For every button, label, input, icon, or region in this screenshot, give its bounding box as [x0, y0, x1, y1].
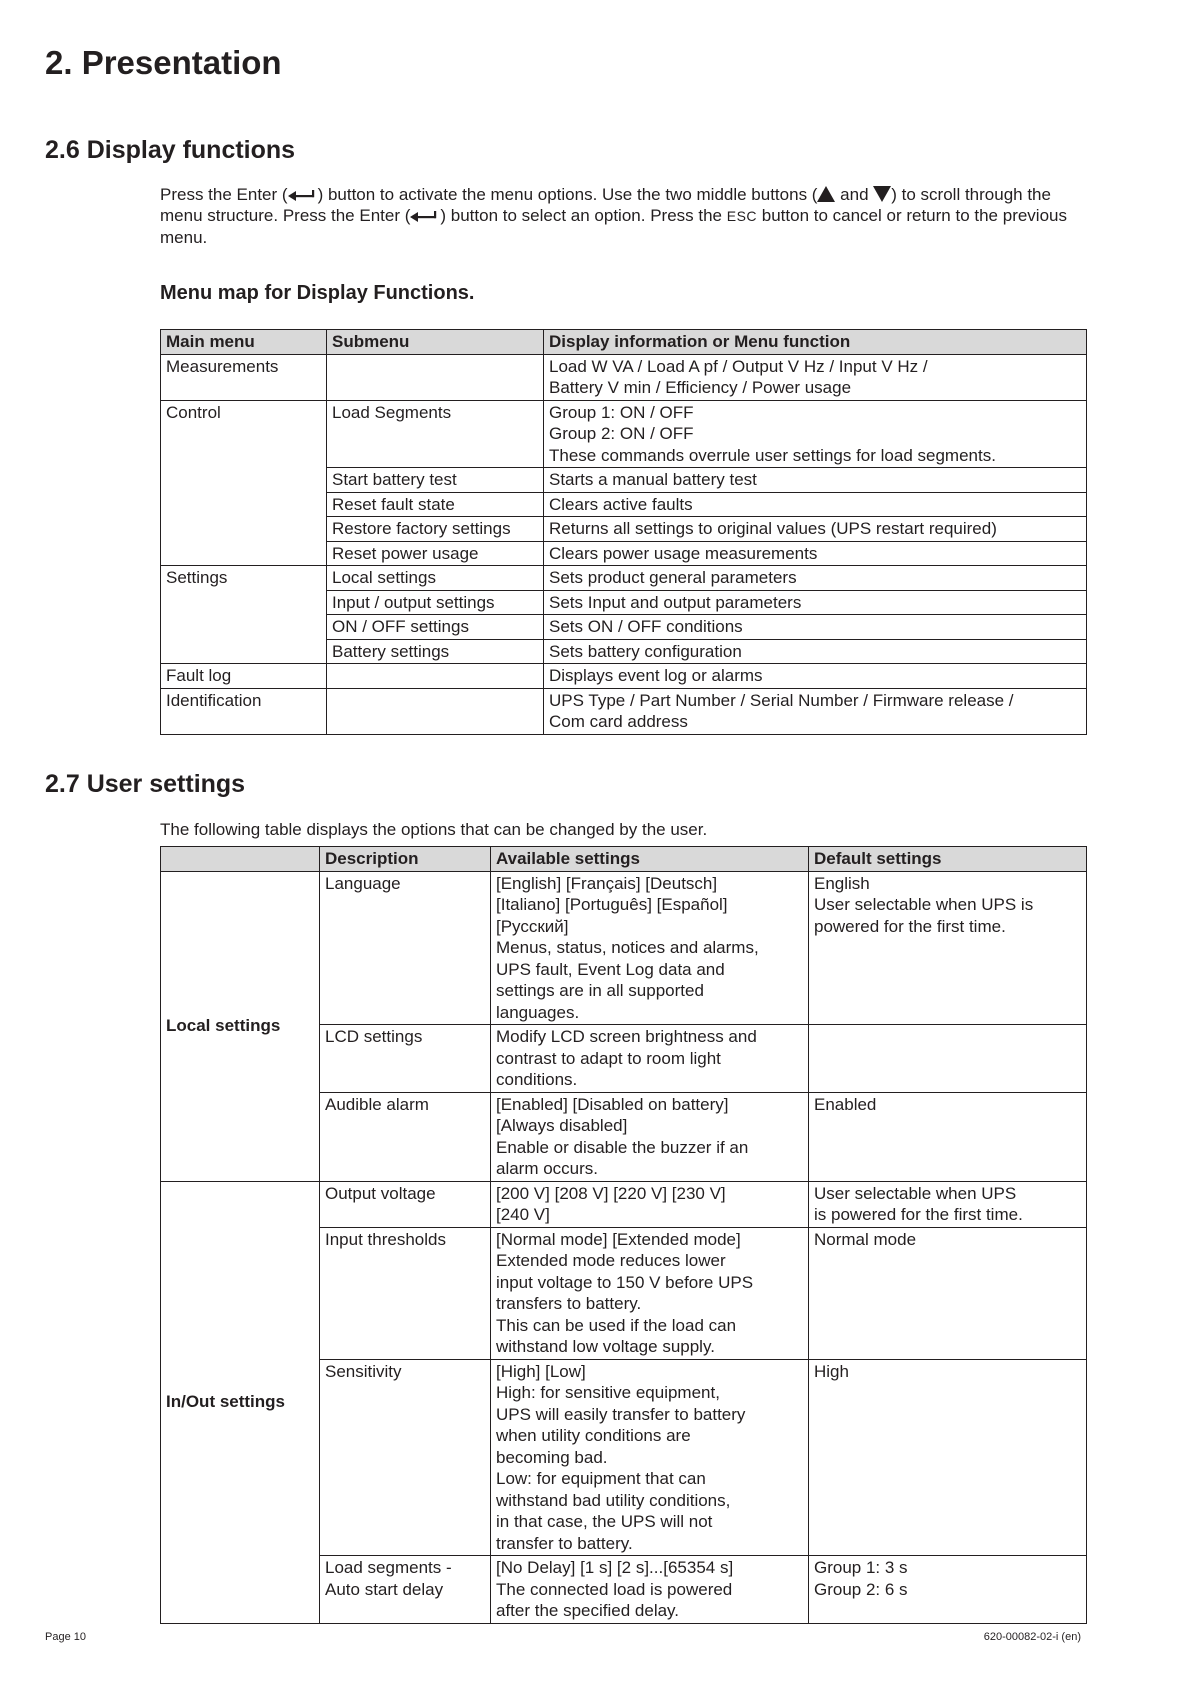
- table-row: [161, 871, 1087, 1025]
- page-heading: 2. Presentation: [45, 44, 282, 81]
- page-number: Page 10: [45, 1631, 86, 1643]
- function-cell: Clears power usage measurements: [544, 541, 1087, 566]
- main-menu-cell: Control: [161, 400, 327, 566]
- function-cell: Sets battery configuration: [544, 639, 1087, 664]
- function-cell: Sets product general parameters: [544, 566, 1087, 591]
- description-cell: Load segments - Auto start delay: [320, 1556, 491, 1624]
- default-settings-cell: Group 1: 3 s Group 2: 6 s: [809, 1556, 1087, 1624]
- available-settings-cell: Modify LCD screen brightness and contrast to adapt to room light conditions.: [491, 1025, 809, 1093]
- down-arrow-icon: [873, 186, 891, 202]
- function-cell: Sets ON / OFF conditions: [544, 615, 1087, 640]
- user-settings-table: [160, 846, 1087, 1624]
- up-arrow-icon: [817, 186, 835, 202]
- table-row: [161, 354, 1087, 400]
- submenu-cell: Local settings: [327, 566, 544, 591]
- category-cell: Local settings: [161, 871, 320, 1181]
- available-settings-cell: [High] [Low] High: for sensitive equipment, UPS will easily transfer to battery when utility conditions are becoming bad. Low: for equipment that can withstand bad utility conditions, in that case, the UPS will not transfer to battery.: [491, 1359, 809, 1556]
- description-cell: Language: [320, 871, 491, 1025]
- submenu-cell: Reset fault state: [327, 492, 544, 517]
- submenu-cell: Restore factory settings: [327, 517, 544, 542]
- table-row: [161, 400, 1087, 468]
- function-cell: Starts a manual battery test: [544, 468, 1087, 493]
- section-title-user-settings: 2.7 User settings: [45, 770, 246, 798]
- table-row: [161, 566, 1087, 591]
- function-cell: Returns all settings to original values (UPS restart required): [544, 517, 1087, 542]
- menu-map-title: Menu map for Display Functions.: [160, 282, 475, 304]
- default-settings-cell: Enabled: [809, 1092, 1087, 1181]
- description-cell: Output voltage: [320, 1181, 491, 1227]
- category-cell: In/Out settings: [161, 1181, 320, 1623]
- display-intro-paragraph: Press the Enter ( ) button to activate the menu options. Use the two middle buttons ( and ) to scroll through the menu structure. Press the Enter ( ) button to select an option. Press the ESC button to cancel or return to the previous menu.: [160, 185, 1067, 247]
- column-header: Main menu: [161, 330, 327, 355]
- table-row: [161, 1181, 1087, 1227]
- submenu-cell: [327, 664, 544, 689]
- column-header: Display information or Menu function: [544, 330, 1087, 355]
- column-header: Default settings: [809, 847, 1087, 872]
- function-cell: UPS Type / Part Number / Serial Number / Firmware release / Com card address: [544, 688, 1087, 734]
- default-settings-cell: English User selectable when UPS is powered for the first time.: [809, 871, 1087, 1025]
- table-row: [161, 664, 1087, 689]
- default-settings-cell: High: [809, 1359, 1087, 1556]
- enter-icon: [410, 210, 440, 222]
- function-cell: Group 1: ON / OFF Group 2: ON / OFF These commands overrule user settings for load segments.: [544, 400, 1087, 468]
- default-settings-cell: User selectable when UPS is powered for the first time.: [809, 1181, 1087, 1227]
- function-cell: Load W VA / Load A pf / Output V Hz / Input V Hz / Battery V min / Efficiency / Power usage: [544, 354, 1087, 400]
- submenu-cell: Reset power usage: [327, 541, 544, 566]
- function-cell: Sets Input and output parameters: [544, 590, 1087, 615]
- function-cell: Clears active faults: [544, 492, 1087, 517]
- enter-icon: [288, 189, 318, 201]
- submenu-cell: ON / OFF settings: [327, 615, 544, 640]
- main-menu-cell: Measurements: [161, 354, 327, 400]
- column-header: [161, 847, 320, 872]
- submenu-cell: [327, 354, 544, 400]
- available-settings-cell: [No Delay] [1 s] [2 s]...[65354 s] The connected load is powered after the specified delay.: [491, 1556, 809, 1624]
- column-header: Description: [320, 847, 491, 872]
- submenu-cell: [327, 688, 544, 734]
- function-cell: Displays event log or alarms: [544, 664, 1087, 689]
- document-number: 620-00082-02-i (en): [983, 1631, 1081, 1643]
- column-header: Submenu: [327, 330, 544, 355]
- description-cell: Sensitivity: [320, 1359, 491, 1556]
- default-settings-cell: Normal mode: [809, 1227, 1087, 1359]
- main-menu-cell: Fault log: [161, 664, 327, 689]
- description-cell: Audible alarm: [320, 1092, 491, 1181]
- main-menu-cell: Identification: [161, 688, 327, 734]
- available-settings-cell: [Normal mode] [Extended mode] Extended mode reduces lower input voltage to 150 V before UPS transfers to battery. This can be used if the load can withstand low voltage supply.: [491, 1227, 809, 1359]
- column-header: Available settings: [491, 847, 809, 872]
- section-title-display-functions: 2.6 Display functions: [45, 136, 296, 164]
- description-cell: Input thresholds: [320, 1227, 491, 1359]
- default-settings-cell: [809, 1025, 1087, 1093]
- menu-map-table: [160, 329, 1087, 735]
- submenu-cell: Input / output settings: [327, 590, 544, 615]
- available-settings-cell: [200 V] [208 V] [220 V] [230 V] [240 V]: [491, 1181, 809, 1227]
- submenu-cell: Start battery test: [327, 468, 544, 493]
- table-row: [161, 688, 1087, 734]
- available-settings-cell: [Enabled] [Disabled on battery] [Always disabled] Enable or disable the buzzer if an alarm occurs.: [491, 1092, 809, 1181]
- submenu-cell: Load Segments: [327, 400, 544, 468]
- available-settings-cell: [English] [Français] [Deutsch] [Italiano] [Português] [Español] [Русский] Menus, status, notices and alarms, UPS fault, Event Log data and settings are in all supported languages.: [491, 871, 809, 1025]
- esc-key-label: ESC: [726, 208, 758, 224]
- submenu-cell: Battery settings: [327, 639, 544, 664]
- user-settings-intro: The following table displays the options that can be changed by the user.: [160, 820, 708, 839]
- description-cell: LCD settings: [320, 1025, 491, 1093]
- main-menu-cell: Settings: [161, 566, 327, 664]
